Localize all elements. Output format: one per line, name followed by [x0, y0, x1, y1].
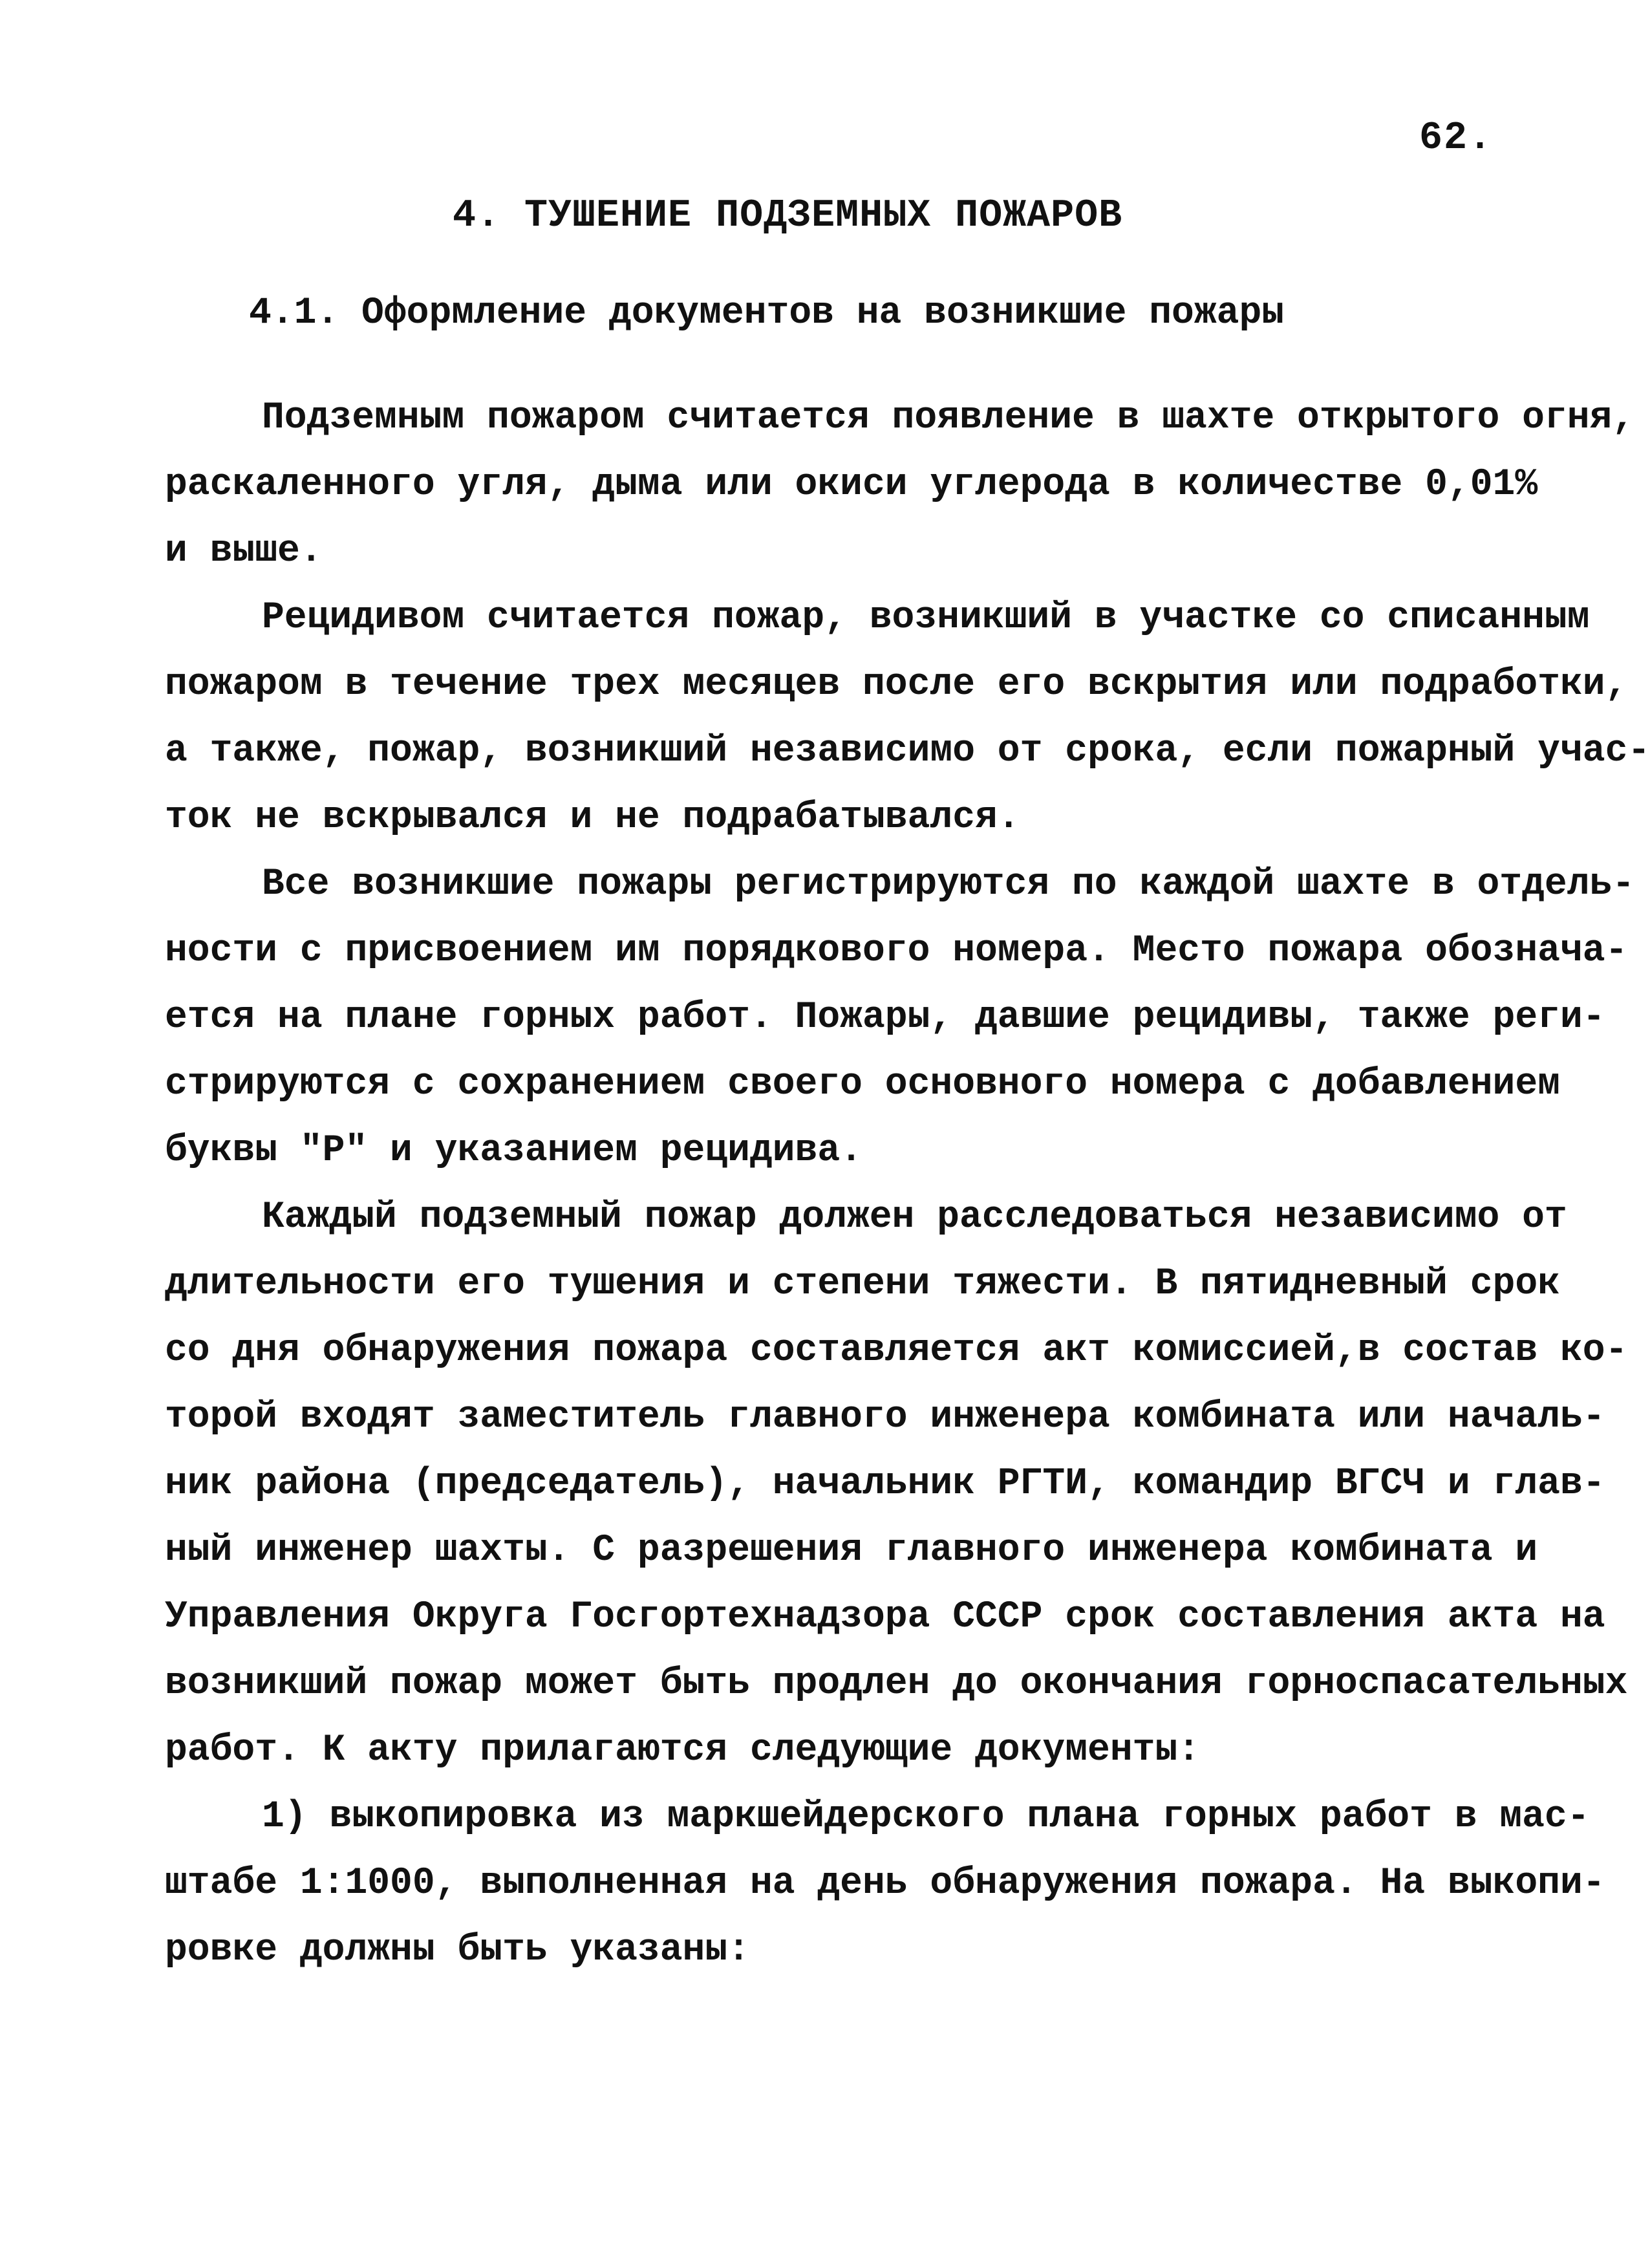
text-line: ности с присвоением им порядкового номера. Место пожара обознача-	[165, 930, 1628, 972]
text-line: ровке должны быть указаны:	[165, 1929, 750, 1971]
text-line: со дня обнаружения пожара составляется акт комиссией,в состав ко-	[165, 1330, 1628, 1372]
text-line: штабе 1:1000, выполненная на день обнаружения пожара. На выкопи-	[165, 1863, 1605, 1905]
text-line: 1) выкопировка из маркшейдерского плана горных работ в мас-	[262, 1796, 1590, 1838]
text-line: а также, пожар, возникший независимо от срока, если пожарный учас-	[165, 730, 1650, 772]
text-line: ный инженер шахты. С разрешения главного инженера комбината и	[165, 1529, 1538, 1571]
text-line: ник района (председатель), начальник РГТИ, командир ВГСЧ и глав-	[165, 1463, 1605, 1505]
text-line: Подземным пожаром считается появление в шахте открытого огня,	[262, 397, 1635, 439]
text-line: возникший пожар может быть продлен до окончания горноспасательных	[165, 1663, 1628, 1705]
text-line: Рецидивом считается пожар, возникший в участке со списанным	[262, 597, 1590, 639]
text-line: Каждый подземный пожар должен расследоваться независимо от	[262, 1196, 1567, 1238]
text-line: длительности его тушения и степени тяжести. В пятидневный срок	[165, 1263, 1560, 1305]
text-line: буквы "Р" и указанием рецидива.	[165, 1130, 862, 1172]
text-line: ток не вскрывался и не подрабатывался.	[165, 797, 1020, 839]
section-title: 4. ТУШЕНИЕ ПОДЗЕМНЫХ ПОЖАРОВ	[453, 194, 1123, 238]
text-line: и выше.	[165, 530, 323, 572]
body-text	[165, 385, 1650, 1983]
text-line: торой входят заместитель главного инженера комбината или началь-	[165, 1396, 1605, 1438]
text-line: работ. К акту прилагаются следующие документы:	[165, 1729, 1201, 1771]
subsection-title: 4.1. Оформление документов на возникшие пожары	[249, 292, 1285, 334]
text-line: раскаленного угля, дыма или окиси углерода в количестве 0,01%	[165, 464, 1538, 506]
text-line: пожаром в течение трех месяцев после его вскрытия или подработки,	[165, 664, 1628, 706]
page-number: 62.	[1419, 116, 1493, 160]
text-line: Управления Округа Госгортехнадзора СССР срок составления акта на	[165, 1596, 1605, 1638]
text-line: ется на плане горных работ. Пожары, давшие рецидивы, также реги-	[165, 997, 1605, 1039]
text-line: Все возникшие пожары регистрируются по каждой шахте в отдель-	[262, 863, 1635, 905]
text-line: стрируются с сохранением своего основного номера с добавлением	[165, 1063, 1560, 1105]
